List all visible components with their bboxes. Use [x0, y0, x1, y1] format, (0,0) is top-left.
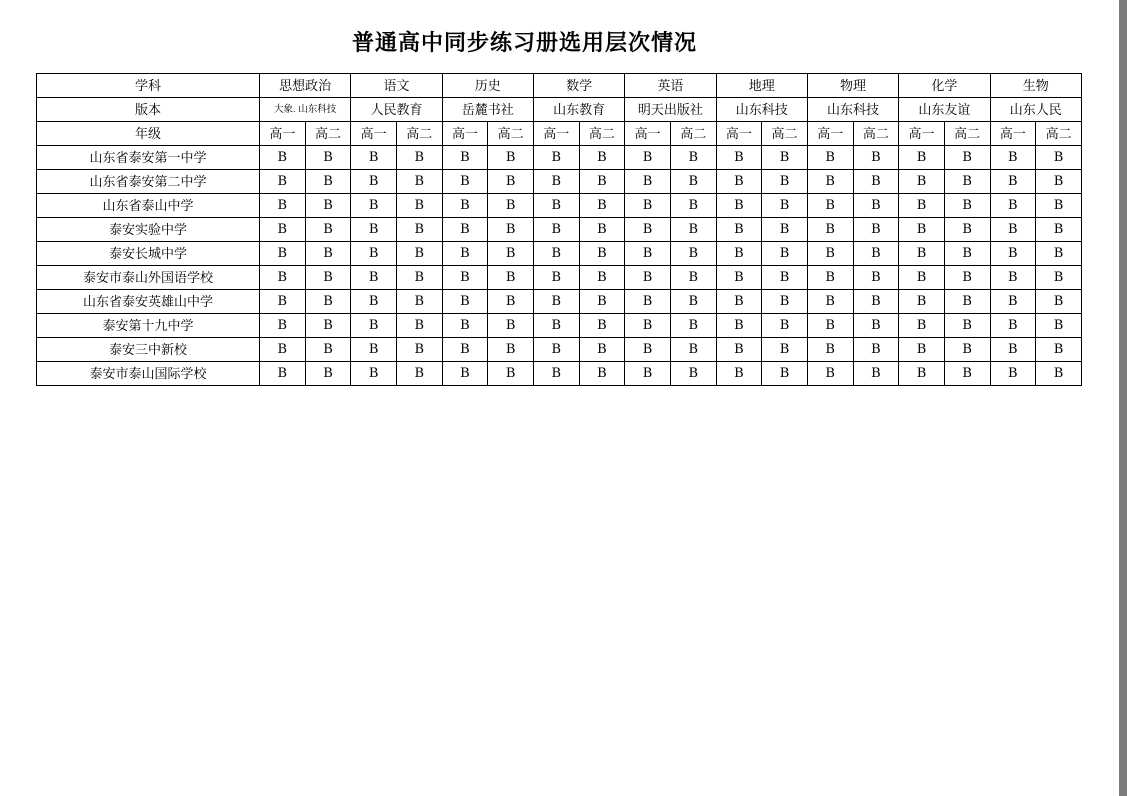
data-cell-9-10: B [716, 362, 762, 386]
data-cell-5-2: B [351, 266, 397, 290]
grade-header-2-0: 高一 [442, 122, 488, 146]
data-cell-0-0: B [260, 146, 306, 170]
data-cell-1-5: B [488, 170, 534, 194]
data-cell-0-11: B [762, 146, 808, 170]
data-cell-9-12: B [807, 362, 853, 386]
header-row-grade [37, 122, 1082, 146]
grade-header-5-0: 高一 [716, 122, 762, 146]
data-cell-6-9: B [670, 290, 716, 314]
table-container [36, 73, 1082, 386]
data-cell-2-12: B [807, 194, 853, 218]
table-row [37, 194, 1082, 218]
data-cell-4-17: B [1036, 242, 1082, 266]
data-cell-1-3: B [396, 170, 442, 194]
version-header-4: 明天出版社 [625, 98, 716, 122]
data-cell-8-17: B [1036, 338, 1082, 362]
data-cell-6-7: B [579, 290, 625, 314]
data-cell-8-6: B [533, 338, 579, 362]
data-cell-4-5: B [488, 242, 534, 266]
school-name-9: 泰安市泰山国际学校 [37, 362, 260, 386]
data-cell-8-12: B [807, 338, 853, 362]
subject-header-2: 历史 [442, 74, 533, 98]
data-cell-0-7: B [579, 146, 625, 170]
data-cell-4-13: B [853, 242, 899, 266]
table-row [37, 242, 1082, 266]
data-cell-8-4: B [442, 338, 488, 362]
grade-header-4-0: 高一 [625, 122, 671, 146]
data-cell-8-11: B [762, 338, 808, 362]
data-cell-8-15: B [944, 338, 990, 362]
data-cell-7-9: B [670, 314, 716, 338]
data-cell-6-16: B [990, 290, 1036, 314]
version-header-1: 人民教育 [351, 98, 442, 122]
data-cell-9-6: B [533, 362, 579, 386]
data-cell-4-3: B [396, 242, 442, 266]
data-cell-1-13: B [853, 170, 899, 194]
school-name-0: 山东省泰安第一中学 [37, 146, 260, 170]
subject-header-3: 数学 [533, 74, 624, 98]
data-cell-9-15: B [944, 362, 990, 386]
grade-header-5-1: 高二 [762, 122, 808, 146]
data-cell-2-4: B [442, 194, 488, 218]
data-cell-8-3: B [396, 338, 442, 362]
data-cell-1-1: B [305, 170, 351, 194]
data-cell-1-4: B [442, 170, 488, 194]
grade-header-4-1: 高二 [670, 122, 716, 146]
data-cell-6-3: B [396, 290, 442, 314]
version-header-3: 山东教育 [533, 98, 624, 122]
data-cell-7-1: B [305, 314, 351, 338]
data-cell-6-14: B [899, 290, 945, 314]
data-cell-9-0: B [260, 362, 306, 386]
data-cell-2-14: B [899, 194, 945, 218]
table-body [37, 74, 1082, 386]
data-cell-0-1: B [305, 146, 351, 170]
data-cell-2-17: B [1036, 194, 1082, 218]
data-cell-5-7: B [579, 266, 625, 290]
data-cell-1-16: B [990, 170, 1036, 194]
data-cell-8-9: B [670, 338, 716, 362]
subject-header-8: 生物 [990, 74, 1082, 98]
data-cell-1-14: B [899, 170, 945, 194]
data-cell-7-3: B [396, 314, 442, 338]
data-cell-3-1: B [305, 218, 351, 242]
subject-header-1: 语文 [351, 74, 442, 98]
data-cell-0-10: B [716, 146, 762, 170]
data-cell-8-14: B [899, 338, 945, 362]
data-cell-3-14: B [899, 218, 945, 242]
data-cell-1-11: B [762, 170, 808, 194]
data-cell-6-5: B [488, 290, 534, 314]
data-cell-7-2: B [351, 314, 397, 338]
data-cell-6-13: B [853, 290, 899, 314]
data-cell-9-3: B [396, 362, 442, 386]
data-cell-2-8: B [625, 194, 671, 218]
data-cell-2-15: B [944, 194, 990, 218]
data-cell-8-1: B [305, 338, 351, 362]
version-header-0: 大象. 山东科技 [260, 98, 351, 122]
data-cell-7-10: B [716, 314, 762, 338]
data-cell-0-9: B [670, 146, 716, 170]
data-cell-5-13: B [853, 266, 899, 290]
version-header-2: 岳麓书社 [442, 98, 533, 122]
data-cell-0-13: B [853, 146, 899, 170]
data-cell-3-0: B [260, 218, 306, 242]
school-name-3: 泰安实验中学 [37, 218, 260, 242]
data-cell-9-5: B [488, 362, 534, 386]
data-cell-5-17: B [1036, 266, 1082, 290]
data-cell-4-2: B [351, 242, 397, 266]
data-cell-2-5: B [488, 194, 534, 218]
data-cell-4-4: B [442, 242, 488, 266]
data-cell-9-14: B [899, 362, 945, 386]
data-cell-9-11: B [762, 362, 808, 386]
school-name-6: 山东省泰安英雄山中学 [37, 290, 260, 314]
data-cell-5-15: B [944, 266, 990, 290]
grade-header-0-1: 高二 [305, 122, 351, 146]
school-name-1: 山东省泰安第二中学 [37, 170, 260, 194]
grade-header-3-1: 高二 [579, 122, 625, 146]
school-name-7: 泰安第十九中学 [37, 314, 260, 338]
data-cell-9-2: B [351, 362, 397, 386]
data-cell-2-10: B [716, 194, 762, 218]
data-cell-7-7: B [579, 314, 625, 338]
data-cell-1-9: B [670, 170, 716, 194]
data-cell-4-1: B [305, 242, 351, 266]
table-row [37, 338, 1082, 362]
data-cell-9-16: B [990, 362, 1036, 386]
grade-header-2-1: 高二 [488, 122, 534, 146]
table-row [37, 362, 1082, 386]
data-cell-1-15: B [944, 170, 990, 194]
data-cell-2-6: B [533, 194, 579, 218]
data-cell-0-12: B [807, 146, 853, 170]
header-row-subject [37, 74, 1082, 98]
data-cell-0-2: B [351, 146, 397, 170]
data-cell-8-13: B [853, 338, 899, 362]
data-cell-0-6: B [533, 146, 579, 170]
data-cell-5-16: B [990, 266, 1036, 290]
data-cell-3-4: B [442, 218, 488, 242]
data-cell-9-13: B [853, 362, 899, 386]
data-cell-8-8: B [625, 338, 671, 362]
data-cell-6-2: B [351, 290, 397, 314]
table-row [37, 290, 1082, 314]
data-cell-5-14: B [899, 266, 945, 290]
data-cell-8-2: B [351, 338, 397, 362]
data-cell-7-12: B [807, 314, 853, 338]
data-cell-2-9: B [670, 194, 716, 218]
table-row [37, 266, 1082, 290]
data-cell-0-14: B [899, 146, 945, 170]
data-cell-4-0: B [260, 242, 306, 266]
data-cell-8-10: B [716, 338, 762, 362]
data-cell-4-14: B [899, 242, 945, 266]
data-cell-6-8: B [625, 290, 671, 314]
data-cell-5-0: B [260, 266, 306, 290]
grade-header-6-1: 高二 [853, 122, 899, 146]
data-cell-0-15: B [944, 146, 990, 170]
data-cell-3-13: B [853, 218, 899, 242]
data-cell-2-1: B [305, 194, 351, 218]
data-cell-3-6: B [533, 218, 579, 242]
data-cell-4-10: B [716, 242, 762, 266]
data-cell-0-16: B [990, 146, 1036, 170]
data-cell-0-17: B [1036, 146, 1082, 170]
grade-header-7-1: 高二 [944, 122, 990, 146]
data-cell-1-10: B [716, 170, 762, 194]
version-header-7: 山东友谊 [899, 98, 990, 122]
data-cell-9-17: B [1036, 362, 1082, 386]
data-cell-7-0: B [260, 314, 306, 338]
grade-header-8-0: 高一 [990, 122, 1036, 146]
data-cell-6-4: B [442, 290, 488, 314]
data-cell-5-5: B [488, 266, 534, 290]
data-cell-8-16: B [990, 338, 1036, 362]
data-cell-7-17: B [1036, 314, 1082, 338]
grade-header-7-0: 高一 [899, 122, 945, 146]
data-cell-5-10: B [716, 266, 762, 290]
data-cell-6-11: B [762, 290, 808, 314]
data-cell-5-8: B [625, 266, 671, 290]
data-cell-3-12: B [807, 218, 853, 242]
data-cell-6-1: B [305, 290, 351, 314]
data-cell-2-2: B [351, 194, 397, 218]
table-row [37, 314, 1082, 338]
row-label-grade: 年级 [37, 122, 260, 146]
grade-header-3-0: 高一 [533, 122, 579, 146]
data-cell-5-12: B [807, 266, 853, 290]
data-cell-9-8: B [625, 362, 671, 386]
subject-header-7: 化学 [899, 74, 990, 98]
data-cell-1-0: B [260, 170, 306, 194]
data-cell-1-6: B [533, 170, 579, 194]
data-cell-3-7: B [579, 218, 625, 242]
data-cell-7-11: B [762, 314, 808, 338]
data-cell-4-11: B [762, 242, 808, 266]
header-row-version [37, 98, 1082, 122]
school-name-4: 泰安长城中学 [37, 242, 260, 266]
data-cell-4-6: B [533, 242, 579, 266]
data-cell-5-9: B [670, 266, 716, 290]
data-cell-4-16: B [990, 242, 1036, 266]
row-label-version: 版本 [37, 98, 260, 122]
data-cell-7-14: B [899, 314, 945, 338]
row-label-subject: 学科 [37, 74, 260, 98]
data-cell-6-10: B [716, 290, 762, 314]
data-cell-5-1: B [305, 266, 351, 290]
data-cell-4-9: B [670, 242, 716, 266]
data-cell-8-5: B [488, 338, 534, 362]
data-cell-9-7: B [579, 362, 625, 386]
data-cell-1-8: B [625, 170, 671, 194]
data-cell-9-9: B [670, 362, 716, 386]
data-cell-3-3: B [396, 218, 442, 242]
data-cell-7-5: B [488, 314, 534, 338]
data-cell-1-12: B [807, 170, 853, 194]
data-cell-2-11: B [762, 194, 808, 218]
data-cell-4-8: B [625, 242, 671, 266]
selection-table [36, 73, 1082, 386]
data-cell-0-3: B [396, 146, 442, 170]
grade-header-6-0: 高一 [807, 122, 853, 146]
grade-header-1-1: 高二 [396, 122, 442, 146]
data-cell-3-11: B [762, 218, 808, 242]
data-cell-0-5: B [488, 146, 534, 170]
school-name-8: 泰安三中新校 [37, 338, 260, 362]
data-cell-6-12: B [807, 290, 853, 314]
data-cell-3-5: B [488, 218, 534, 242]
data-cell-6-0: B [260, 290, 306, 314]
data-cell-3-15: B [944, 218, 990, 242]
data-cell-9-4: B [442, 362, 488, 386]
data-cell-0-4: B [442, 146, 488, 170]
table-row [37, 146, 1082, 170]
table-row [37, 218, 1082, 242]
data-cell-1-17: B [1036, 170, 1082, 194]
page-right-margin [1119, 0, 1127, 796]
data-cell-5-3: B [396, 266, 442, 290]
data-cell-5-6: B [533, 266, 579, 290]
data-cell-5-11: B [762, 266, 808, 290]
school-name-5: 泰安市泰山外国语学校 [37, 266, 260, 290]
subject-header-6: 物理 [807, 74, 898, 98]
data-cell-7-6: B [533, 314, 579, 338]
grade-header-1-0: 高一 [351, 122, 397, 146]
version-header-8: 山东人民 [990, 98, 1082, 122]
data-cell-2-7: B [579, 194, 625, 218]
data-cell-1-2: B [351, 170, 397, 194]
data-cell-8-7: B [579, 338, 625, 362]
data-cell-7-15: B [944, 314, 990, 338]
version-header-6: 山东科技 [807, 98, 898, 122]
version-header-5: 山东科技 [716, 98, 807, 122]
data-cell-0-8: B [625, 146, 671, 170]
data-cell-2-0: B [260, 194, 306, 218]
data-cell-7-8: B [625, 314, 671, 338]
data-cell-6-15: B [944, 290, 990, 314]
data-cell-3-10: B [716, 218, 762, 242]
data-cell-7-16: B [990, 314, 1036, 338]
data-cell-2-16: B [990, 194, 1036, 218]
data-cell-6-17: B [1036, 290, 1082, 314]
page-title: 普通高中同步练习册选用层次情况 [351, 30, 697, 56]
data-cell-5-4: B [442, 266, 488, 290]
data-cell-4-12: B [807, 242, 853, 266]
grade-header-0-0: 高一 [260, 122, 306, 146]
school-name-2: 山东省泰山中学 [37, 194, 260, 218]
subject-header-0: 思想政治 [260, 74, 351, 98]
data-cell-9-1: B [305, 362, 351, 386]
data-cell-2-3: B [396, 194, 442, 218]
data-cell-8-0: B [260, 338, 306, 362]
grade-header-8-1: 高二 [1036, 122, 1082, 146]
data-cell-4-15: B [944, 242, 990, 266]
data-cell-7-4: B [442, 314, 488, 338]
data-cell-7-13: B [853, 314, 899, 338]
subject-header-5: 地理 [716, 74, 807, 98]
data-cell-6-6: B [533, 290, 579, 314]
data-cell-3-2: B [351, 218, 397, 242]
data-cell-3-9: B [670, 218, 716, 242]
data-cell-3-16: B [990, 218, 1036, 242]
data-cell-3-17: B [1036, 218, 1082, 242]
data-cell-4-7: B [579, 242, 625, 266]
data-cell-2-13: B [853, 194, 899, 218]
subject-header-4: 英语 [625, 74, 716, 98]
data-cell-1-7: B [579, 170, 625, 194]
data-cell-3-8: B [625, 218, 671, 242]
table-row [37, 170, 1082, 194]
